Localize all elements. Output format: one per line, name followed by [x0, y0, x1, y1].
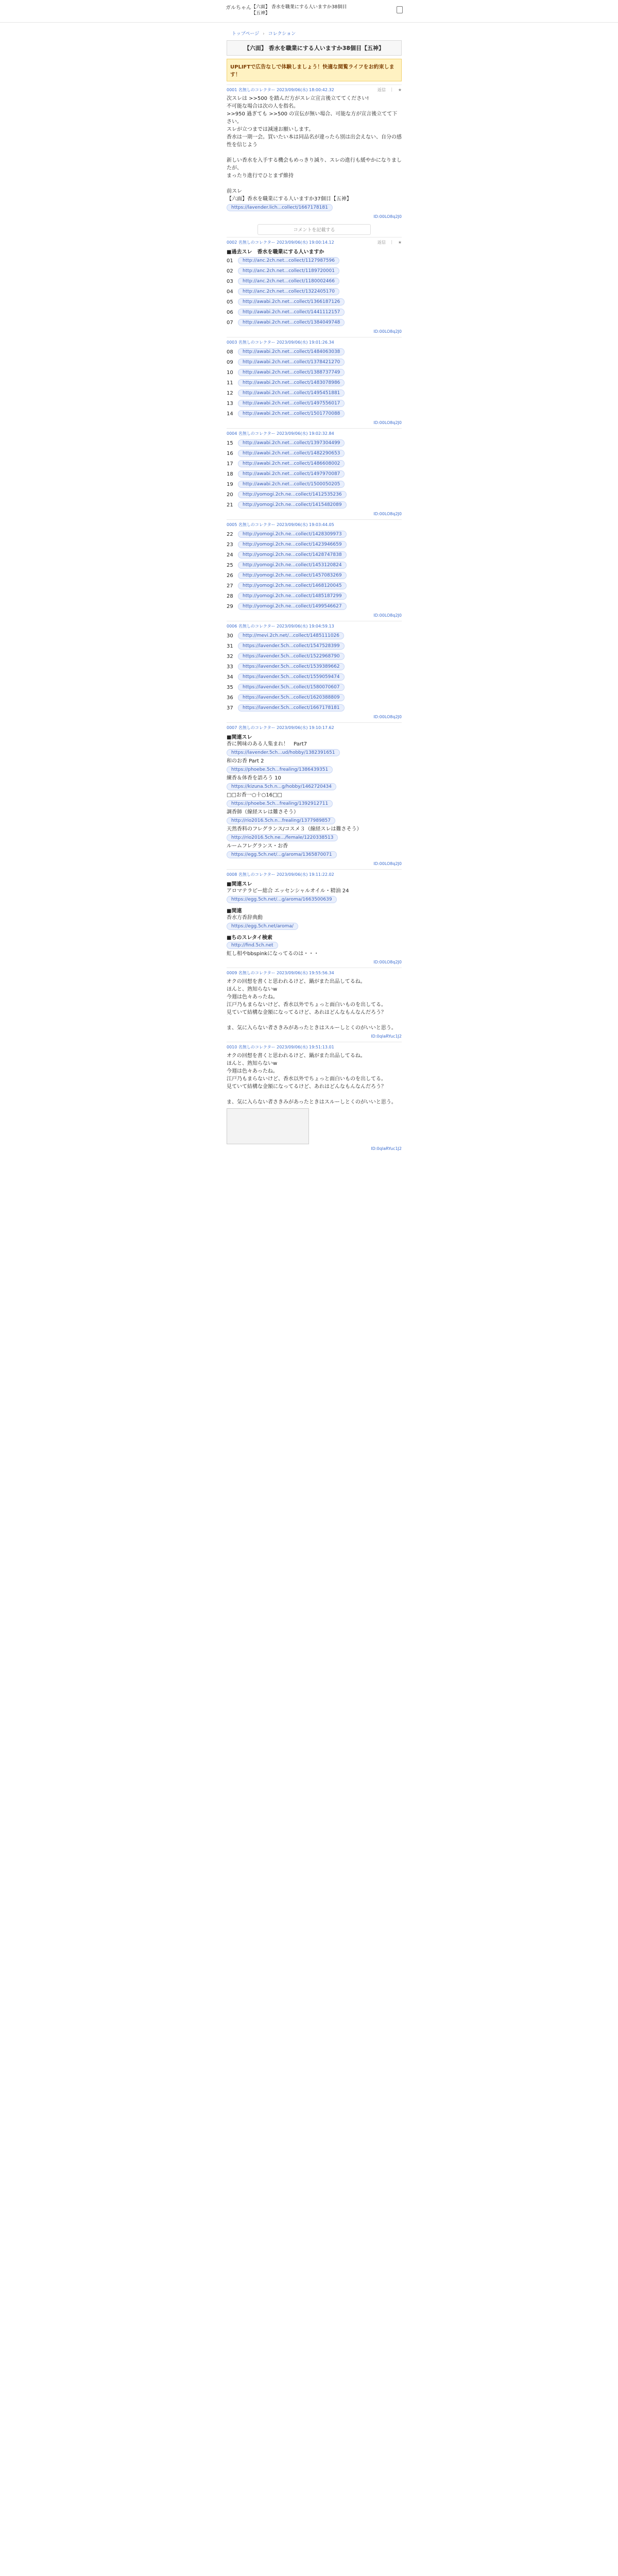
thread-link[interactable]: https://egg.5ch.net/aroma/ [227, 923, 298, 930]
post-meta [227, 240, 402, 245]
post-author[interactable]: 0003 名無しのコレクター 2023/09/06(水) 19:01:26.34 [227, 340, 334, 345]
section-head: ■関連スレ [227, 882, 252, 887]
thread-link[interactable]: http://awabi.2ch.net...collect/1484063038 [238, 348, 345, 355]
post-author[interactable]: 0006 名無しのコレクター 2023/09/06(水) 19:04:59.13 [227, 624, 334, 629]
link-row [227, 662, 402, 671]
link-row [227, 368, 402, 377]
link-number: 37 [227, 705, 233, 711]
link-list [227, 530, 402, 611]
link-row [227, 571, 402, 580]
thread-link[interactable]: http://yomogi.2ch.ne...collect/1423946659 [238, 541, 347, 548]
related-line: アロマテラピー総合 エッセンシャルオイル・精油 24 [227, 888, 349, 894]
post-7 [227, 722, 402, 869]
post-meta [227, 87, 402, 93]
related-thread-title: 天然香料のフレグランス/コスメ３（線経スレは難さそう） [227, 826, 362, 832]
post-body: オクの回想を書くと思われるけど、鍋がまた出品してるね。 ほんと、熟知らないw 今週は色々あったね。 江戸乃もまらないけど、香水以外でちょっと面白いものを出してる。 見ていて結構な金額になってるけど、あれはどんなもんなんだろう？ ま、気に入らない者さきみがあったときはスルーしとくのがいいと思う。 [227, 979, 397, 1031]
post-meta [227, 431, 402, 436]
link-number: 06 [227, 309, 233, 315]
thread-link[interactable]: http://awabi.2ch.net...collect/1397304499 [238, 439, 345, 447]
post-id[interactable]: ID:0qIaRYuc1J2 [371, 1034, 402, 1039]
related-thread-title: ルームフレグランス・お香 [227, 843, 288, 849]
site-logo[interactable]: ガルちゃん [226, 5, 251, 11]
link-row [227, 581, 402, 590]
post-meta [227, 340, 402, 345]
post-id[interactable]: ID:0qIaRYuc1J2 [371, 1146, 402, 1151]
thread-title: 【六面】 香水を職業にする人いますか38個目【五神】 [227, 40, 402, 56]
link-row [227, 631, 402, 640]
link-row [227, 683, 402, 692]
thread-link[interactable]: http://yomogi.2ch.ne...collect/1415482089 [238, 501, 347, 509]
breadcrumb-collection[interactable]: コレクション [268, 31, 296, 37]
link-number: 11 [227, 380, 233, 386]
thread-link[interactable]: http://anc.2ch.net...collect/1180002466 [238, 278, 339, 285]
link-number: 21 [227, 502, 233, 508]
link-number: 33 [227, 664, 233, 670]
thread-link[interactable]: https://egg.5ch.net/...g/aroma/1663500639 [227, 896, 337, 903]
post-id[interactable]: ID:00LO8q2J0 [373, 214, 402, 219]
link-number: 20 [227, 492, 233, 498]
breadcrumb-separator: › [263, 31, 265, 37]
thread-link[interactable]: https://kizuna.5ch.n...g/hobby/1462720434 [227, 783, 336, 790]
link-row [227, 540, 402, 549]
link-row [227, 277, 402, 286]
link-row [227, 388, 402, 398]
link-number: 31 [227, 643, 233, 649]
link-number: 25 [227, 562, 233, 568]
link-row [227, 256, 402, 265]
link-row [227, 297, 402, 307]
link-number: 28 [227, 593, 233, 599]
header-title: 【六面】 香水を職業にする人いますか38個目【五神】 [251, 5, 347, 16]
thread-link[interactable]: https://lavender.5ch...collect/1620388809 [238, 694, 345, 701]
thread-link[interactable]: http://awabi.2ch.net...collect/1497556017 [238, 400, 345, 407]
link-number: 35 [227, 684, 233, 690]
menu-icon[interactable] [397, 6, 403, 13]
post-author[interactable]: 0005 名無しのコレクター 2023/09/06(水) 19:03:44.05 [227, 522, 334, 527]
link-row [227, 591, 402, 601]
link-list [227, 256, 402, 327]
link-number: 30 [227, 633, 233, 639]
thread-link[interactable]: https://lavender.5ch...collect/1580070607 [238, 684, 345, 691]
link-number: 16 [227, 450, 233, 456]
link-row [227, 550, 402, 560]
post-8 [227, 869, 402, 968]
post-actions[interactable]: 返信 ｜ ★ [377, 240, 402, 245]
post-6 [227, 621, 402, 722]
post-author[interactable]: 0001 名無しのコレクター 2023/09/06(水) 18:00:42.32 [227, 88, 334, 92]
post-actions[interactable]: 返信 ｜ ★ [377, 88, 402, 92]
thread-link[interactable]: http://awabi.2ch.net...collect/1495451881 [238, 389, 345, 397]
post-author[interactable]: 0009 名無しのコレクター 2023/09/06(水) 19:55:56.34 [227, 971, 334, 975]
post-id[interactable]: ID:00LO8q2J0 [373, 960, 402, 964]
thread-link[interactable]: http://awabi.2ch.net...collect/1441112157 [238, 309, 345, 316]
link-number: 29 [227, 603, 233, 609]
post-id[interactable]: ID:00LO8q2J0 [373, 329, 402, 334]
post-author[interactable]: 0002 名無しのコレクター 2023/09/06(水) 19:00:14.12 [227, 240, 334, 245]
link-number: 10 [227, 369, 233, 376]
thread-link[interactable]: http://awabi.2ch.net...collect/1486608002 [238, 460, 345, 467]
link-row [227, 409, 402, 418]
post-4 [227, 428, 402, 519]
breadcrumb-home[interactable]: トップページ [232, 31, 260, 37]
post-author[interactable]: 0004 名無しのコレクター 2023/09/06(水) 19:02:32.84 [227, 431, 334, 436]
link-number: 13 [227, 400, 233, 406]
link-row [227, 490, 402, 499]
thread-link[interactable]: https://lavender.5ch...collect/1667178181 [238, 704, 345, 711]
link-row [227, 469, 402, 479]
link-number: 22 [227, 531, 233, 537]
post-id[interactable]: ID:00LO8q2J0 [373, 715, 402, 719]
link-number: 24 [227, 552, 233, 558]
post-meta [227, 623, 402, 629]
thread-link[interactable]: https://phoebe.5ch...frealing/1386439351 [227, 766, 333, 773]
link-number: 09 [227, 359, 233, 365]
link-row [227, 358, 402, 367]
post-meta [227, 522, 402, 528]
thread-link[interactable]: https://lavender.5ch...collect/1522968790 [238, 653, 345, 660]
post-meta [227, 1044, 402, 1050]
related-thread-title: 香に興味のある人集まれ！ Part7 [227, 741, 307, 747]
post-id[interactable]: ID:00LO8q2J0 [373, 420, 402, 425]
post-5 [227, 519, 402, 621]
thread-link[interactable]: https://phoebe.5ch...frealing/1392912711 [227, 800, 333, 807]
thread-link[interactable]: http://anc.2ch.net...collect/1189720001 [238, 267, 339, 275]
link-number: 02 [227, 268, 233, 274]
thread-link[interactable]: https://lavender.5ch...collect/1559059474 [238, 673, 345, 681]
link-number: 18 [227, 471, 233, 477]
thread-link[interactable]: http://yomogi.2ch.ne...collect/1499546627 [238, 603, 347, 610]
thread-link[interactable]: https://lavender.lich...collect/1667178181 [227, 204, 333, 211]
thread-link[interactable]: http://yomogi.2ch.ne...collect/1457083269 [238, 572, 347, 579]
post-author[interactable]: 0008 名無しのコレクター 2023/09/06(水) 19:11:22.02 [227, 872, 334, 877]
link-row [227, 266, 402, 276]
thread-link[interactable]: http://rio2016.5ch.ne.../female/1220338513 [227, 834, 338, 841]
post-body: オクの回想を書くと思われるけど、鍋がまた出品してるね。 ほんと、熟知らないw 今週は色々あったね。 江戸乃もまらないけど、香水以外でちょっと面白いものを出してる。 見ていて結構な金額になってるけど、あれはどんなもんなんだろう？ ま、気に入らない者さきみがあったときはスルーしとくのがいいと思う。 [227, 1053, 397, 1105]
post-note: 虹し相やbbspinkになってるのは・・・ [227, 951, 319, 957]
post-meta [227, 970, 402, 976]
link-number: 17 [227, 461, 233, 467]
link-row [227, 703, 402, 713]
link-number: 05 [227, 299, 233, 305]
post-10 [227, 1042, 402, 1154]
breadcrumb [232, 30, 296, 37]
link-row [227, 378, 402, 387]
link-row [227, 438, 402, 448]
link-row [227, 399, 402, 408]
related-thread-title: 調香師（線経スレは難さそう） [227, 809, 299, 815]
section-head: ■ちのスレタイ検索 [227, 935, 272, 941]
link-number: 19 [227, 481, 233, 487]
post-3 [227, 337, 402, 428]
link-row [227, 500, 402, 510]
link-row [227, 530, 402, 539]
section-head: ■関連 [227, 908, 242, 914]
post-author[interactable]: 0010 名無しのコレクター 2023/09/06(水) 19:51:13.01 [227, 1045, 334, 1049]
comment-button[interactable]: コメントを記載する [258, 224, 371, 235]
thread-link[interactable]: http://mevi.2ch.net/...collect/1485111026 [238, 632, 344, 639]
link-number: 23 [227, 541, 233, 548]
post-meta [227, 725, 402, 731]
thread-link[interactable]: http://find.5ch.net [227, 942, 278, 949]
thread-link[interactable]: https://lavender.5ch...ud/hobby/1382391651 [227, 749, 340, 756]
post-9 [227, 968, 402, 1042]
link-number: 36 [227, 694, 233, 701]
post-1 [227, 84, 402, 222]
related-thread-title: 和のお香 Part 2 [227, 758, 264, 764]
post-author[interactable]: 0007 名無しのコレクター 2023/09/06(水) 19:10:17.62 [227, 725, 334, 730]
link-number: 14 [227, 411, 233, 417]
thread-link[interactable]: http://awabi.2ch.net...collect/1384049748 [238, 319, 345, 326]
thread-link[interactable]: http://anc.2ch.net...collect/1127987596 [238, 257, 339, 264]
related-thread-title: □□お香一○十○16□□ [227, 792, 282, 798]
thread-link[interactable]: http://awabi.2ch.net...collect/1497970087 [238, 470, 345, 478]
link-row [227, 459, 402, 468]
thread-main [227, 40, 402, 1154]
link-number: 04 [227, 289, 233, 295]
thread-link[interactable]: http://awabi.2ch.net...collect/1378421270 [238, 359, 345, 366]
quoted-image[interactable] [227, 1108, 309, 1144]
link-row [227, 602, 402, 611]
link-row [227, 693, 402, 702]
thread-link[interactable]: http://yomogi.2ch.ne...collect/1428309973 [238, 531, 347, 538]
link-row [227, 480, 402, 489]
thread-link[interactable]: http://rio2016.5ch.n...frealing/1377989857 [227, 817, 335, 824]
related-line: 香水方香辞典動 [227, 915, 263, 921]
link-row [227, 449, 402, 458]
link-list [227, 347, 402, 418]
link-number: 26 [227, 572, 233, 579]
app-header [0, 0, 618, 23]
link-row [227, 318, 402, 327]
post-id[interactable]: ID:00LO8q2J0 [373, 512, 402, 516]
related-thread-title: 練香＆体香を語ろう 10 [227, 775, 281, 781]
thread-link[interactable]: http://awabi.2ch.net...collect/1366187126 [238, 298, 345, 306]
link-list [227, 438, 402, 510]
link-row [227, 347, 402, 357]
thread-link[interactable]: http://awabi.2ch.net...collect/1501770088 [238, 410, 345, 417]
thread-link[interactable]: http://anc.2ch.net...collect/1322405170 [238, 288, 339, 295]
section-head: ■過去スレ 香水を職業にする人いますか [227, 249, 324, 255]
thread-link[interactable]: http://awabi.2ch.net...collect/1388737749 [238, 369, 345, 376]
link-row [227, 672, 402, 682]
promo-banner[interactable]: UPLIFTで広告なしで体験しましょう！快適な閲覧ライフをお約束します！ [227, 59, 402, 81]
link-number: 34 [227, 674, 233, 680]
post-id[interactable]: ID:00LO8q2J0 [373, 861, 402, 866]
link-number: 32 [227, 653, 233, 659]
related-list [227, 740, 402, 859]
link-list [227, 631, 402, 713]
link-number: 27 [227, 583, 233, 589]
section-head: ■関連スレ [227, 735, 252, 740]
link-row [227, 652, 402, 661]
link-row [227, 641, 402, 651]
thread-link[interactable]: http://yomogi.2ch.ne...collect/1453120824 [238, 562, 347, 569]
link-number: 03 [227, 278, 233, 284]
link-number: 01 [227, 258, 233, 264]
thread-link[interactable]: http://yomogi.2ch.ne...collect/1485187299 [238, 592, 347, 600]
thread-link[interactable]: https://egg.5ch.net/...g/aroma/1365870071 [227, 851, 337, 858]
post-2 [227, 237, 402, 337]
link-row [227, 287, 402, 296]
thread-link[interactable]: http://yomogi.2ch.ne...collect/1428747838 [238, 551, 347, 558]
thread-link[interactable]: http://yomogi.2ch.ne...collect/1468120045 [238, 582, 347, 589]
thread-link[interactable]: https://lavender.5ch...collect/1539389662 [238, 663, 345, 670]
post-body: 次スレは >>500 を踏んだ方がスレ立宣言後立ててください! 不可能な場合は次の人を指名。 >>950 過ぎても >>500 の宣伝が無い場合、可能な方が宣言後立てて下さい。 スレが立つまでは減速お願いします。 香水は一期一会。買いたい本は同品名が違ったら別は出会えない、自分の感性を信じよう 新しい香水を入手する機会もめっきり減り、スレの進行も緩やかになりましたが、 まったり進行でひとまず維持 前スレ 【六面】香水を職業にする人いますか37個目【五神】 [227, 96, 402, 202]
link-row [227, 561, 402, 570]
link-number: 08 [227, 349, 233, 355]
thread-link[interactable]: http://awabi.2ch.net...collect/1482290653 [238, 450, 345, 457]
thread-link[interactable]: http://awabi.2ch.net...collect/1500050205 [238, 481, 345, 488]
link-number: 07 [227, 319, 233, 326]
post-meta [227, 872, 402, 877]
thread-link[interactable]: http://awabi.2ch.net...collect/1483078986 [238, 379, 345, 386]
link-number: 12 [227, 390, 233, 396]
link-number: 15 [227, 440, 233, 446]
post-id[interactable]: ID:00LO8q2J0 [373, 613, 402, 618]
thread-link[interactable]: http://yomogi.2ch.ne...collect/1412535236 [238, 491, 347, 498]
link-row [227, 308, 402, 317]
thread-link[interactable]: https://lavender.5ch...collect/1547528399 [238, 642, 345, 650]
